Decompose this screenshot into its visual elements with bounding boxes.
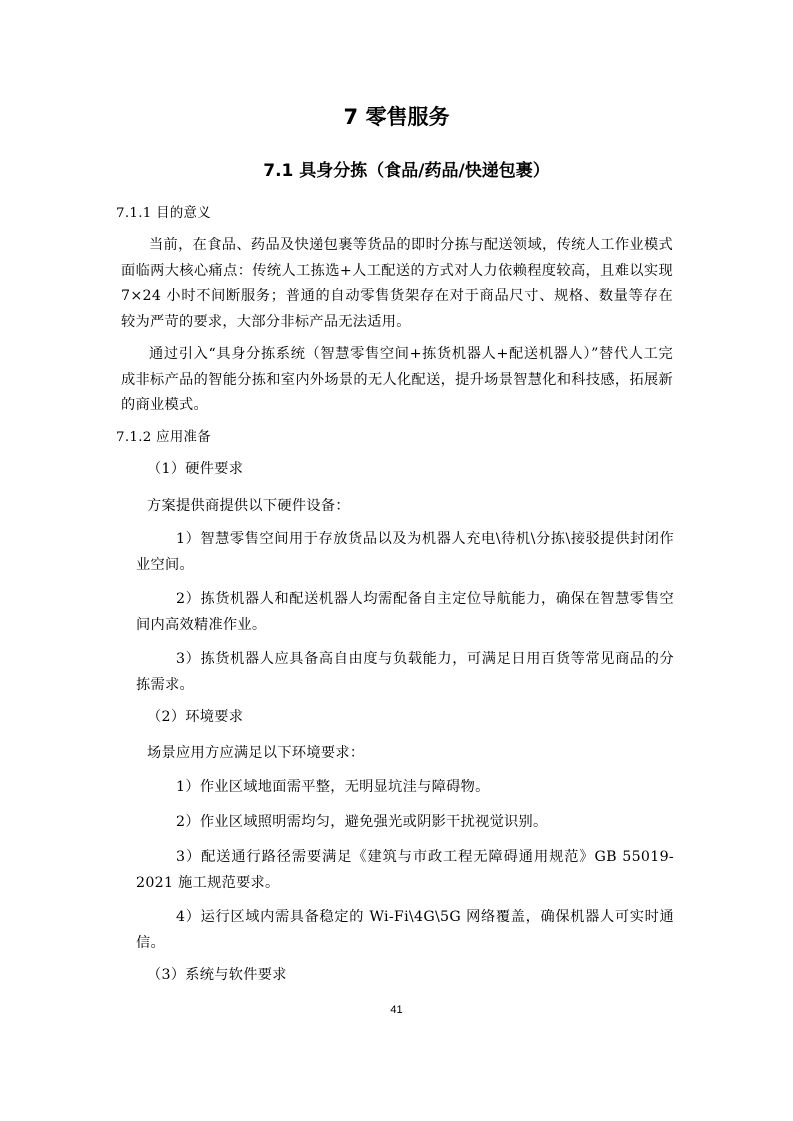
hardware-intro: 方案提供商提供以下硬件设备： <box>147 498 350 514</box>
section-title: 7.1 具身分拣（食品/药品/快递包裹） <box>263 161 550 181</box>
environment-intro: 场景应用方应满足以下环境要求： <box>147 745 365 761</box>
hardware-item-1: 1）智慧零售空间用于存放货品以及为机器人充电\待机\分拣\接驳提供封闭作业空间。 <box>136 531 674 573</box>
environment-item-4: 4）运行区域内需具备稳定的 Wi-Fi\4G\5G 网络覆盖，确保机器人可实时通信。 <box>136 909 674 951</box>
environment-item-3: 3）配送通行路径需要满足《建筑与市政工程无障碍通用规范》GB 55019-2021 施工规范要求。 <box>136 849 674 891</box>
hardware-item-3: 3）拣货机器人应具备高自由度与负载能力，可满足日用百货等常见商品的分拣需求。 <box>136 651 674 693</box>
environment-item-2: 2）作业区域照明需均匀，避免强光或阴影干扰视觉识别。 <box>176 814 548 830</box>
paragraph-purpose-1: 当前，在食品、药品及快递包裹等货品的即时分拣与配送领域，传统人工作业模式面临两大核心痛点：传统人工拣选+人工配送的方式对人力依赖程度较高，且难以实现 7×24 小时不间断服务；普通的自动零售货架存在对于商品尺寸、规格、数量等存在较为严苛的要求，大部分非标产品无法适用。 <box>121 237 673 330</box>
subsection-heading-7-1-1: 7.1.1 目的意义 <box>116 206 211 221</box>
environment-heading: （2）环境要求 <box>147 709 244 725</box>
system-heading: （3）系统与软件要求 <box>147 967 287 983</box>
hardware-heading: （1）硬件要求 <box>147 461 244 477</box>
paragraph-purpose-2: 通过引入“具身分拣系统（智慧零售空间+拣货机器人+配送机器人）”替代人工完成非标产品的智能分拣和室内外场景的无人化配送，提升场景智慧化和科技感，拓展新的商业模式。 <box>121 346 673 413</box>
chapter-title: 7 零售服务 <box>343 105 450 129</box>
hardware-item-2: 2）拣货机器人和配送机器人均需配备自主定位导航能力，确保在智慧零售空间内高效精准作业。 <box>136 591 674 633</box>
environment-item-1: 1）作业区域地面需平整，无明显坑洼与障碍物。 <box>176 779 490 795</box>
subsection-heading-7-1-2: 7.1.2 应用准备 <box>116 430 211 445</box>
page-number: 41 <box>390 1004 403 1016</box>
